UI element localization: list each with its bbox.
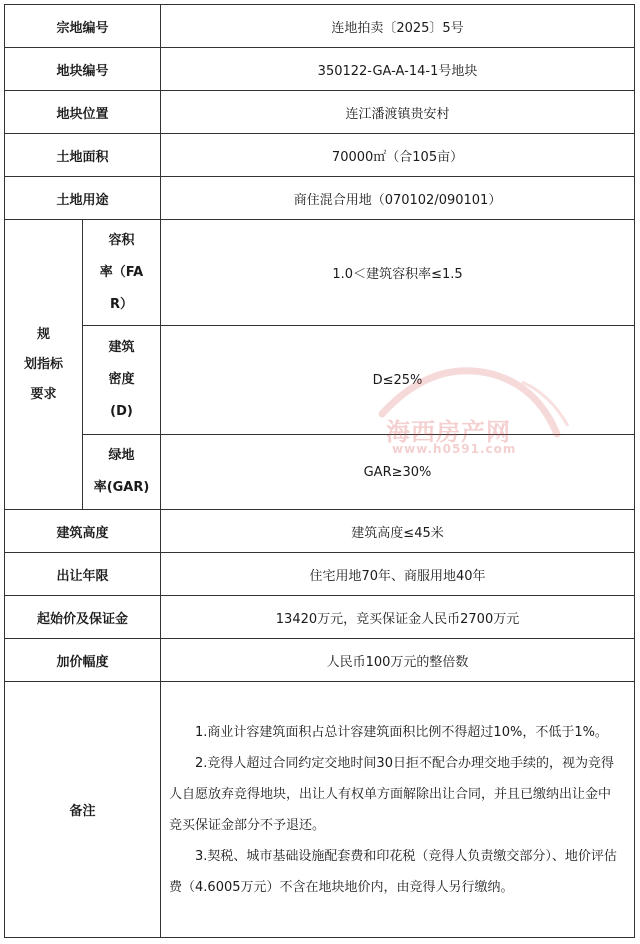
block-code-label: 地块编号 bbox=[5, 48, 161, 91]
row-green bbox=[5, 435, 635, 510]
increment-label: 加价幅度 bbox=[5, 639, 161, 682]
parcel-code-value: 连地拍卖〔2025〕5号 bbox=[161, 5, 635, 48]
note-item-3: 3.契税、城市基础设施配套费和印花税（竞得人负责缴交部分）、地价评估费（4.6005万元）不含在地块地价内，由竞得人另行缴纳。 bbox=[169, 848, 617, 895]
notes-label: 备注 bbox=[5, 682, 161, 938]
watermark-url: www.h0591.com bbox=[392, 442, 517, 456]
price-value: 13420万元，竞买保证金人民币2700万元 bbox=[161, 596, 635, 639]
height-label: 建筑高度 bbox=[5, 510, 161, 553]
row-increment bbox=[5, 639, 635, 682]
term-label: 出让年限 bbox=[5, 553, 161, 596]
green-label: 绿地 率(GAR) bbox=[83, 435, 161, 510]
area-value: 70000㎡（合105亩） bbox=[161, 134, 635, 177]
block-code-value: 350122-GA-A-14-1号地块 bbox=[161, 48, 635, 91]
row-parcel-code bbox=[5, 5, 635, 48]
planning-group-label: 规 划指标 要求 bbox=[5, 220, 83, 510]
height-value: 建筑高度≤45米 bbox=[161, 510, 635, 553]
land-info-table bbox=[4, 4, 635, 938]
term-value: 住宅用地70年、商服用地40年 bbox=[161, 553, 635, 596]
note-item-2: 2.竞得人超过合同约定交地时间30日拒不配合办理交地手续的，视为竞得人自愿放弃竞得地块，出让人有权单方面解除出让合同，并且已缴纳出让金中竞买保证金部分不予退还。 bbox=[169, 755, 614, 833]
watermark-text: 海西房产网 bbox=[386, 418, 511, 446]
location-label: 地块位置 bbox=[5, 91, 161, 134]
row-area bbox=[5, 134, 635, 177]
increment-value: 人民币100万元的整倍数 bbox=[161, 639, 635, 682]
far-value: 1.0＜建筑容积率≤1.5 bbox=[161, 220, 635, 326]
row-usage bbox=[5, 177, 635, 220]
note-item-1: 1.商业计容建筑面积占总计容建筑面积比例不得超过10%，不低于1%。 bbox=[195, 724, 608, 740]
row-height bbox=[5, 510, 635, 553]
parcel-code-label: 宗地编号 bbox=[5, 5, 161, 48]
row-notes bbox=[5, 682, 635, 938]
row-block-code bbox=[5, 48, 635, 91]
row-price bbox=[5, 596, 635, 639]
area-label: 土地面积 bbox=[5, 134, 161, 177]
price-label: 起始价及保证金 bbox=[5, 596, 161, 639]
notes-content bbox=[161, 682, 635, 938]
green-value: GAR≥30% bbox=[161, 435, 635, 510]
row-term bbox=[5, 553, 635, 596]
far-label: 容积 率（FA R） bbox=[83, 220, 161, 326]
row-density bbox=[5, 326, 635, 435]
location-value: 连江潘渡镇贵安村 bbox=[161, 91, 635, 134]
density-value: D≤25% bbox=[161, 326, 635, 435]
density-label: 建筑 密度 (D) bbox=[83, 326, 161, 435]
usage-value: 商住混合用地（070102/090101） bbox=[161, 177, 635, 220]
row-far bbox=[5, 220, 635, 326]
usage-label: 土地用途 bbox=[5, 177, 161, 220]
row-location bbox=[5, 91, 635, 134]
